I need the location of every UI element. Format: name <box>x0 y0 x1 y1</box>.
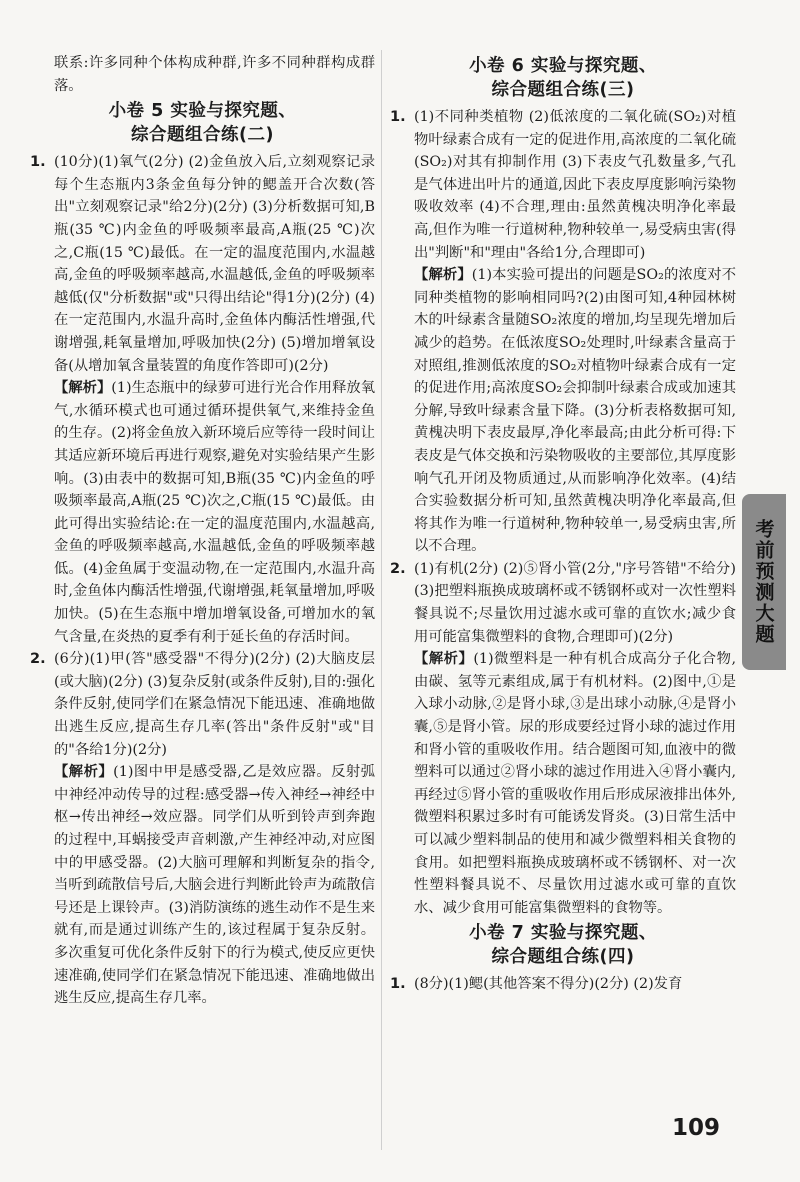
question-1-analysis <box>414 264 736 558</box>
analysis-text: (1)本实验可提出的问题是SO₂的浓度对不同种类植物的影响相同吗?(2)由图可知,4种园林树木的叶绿素含量随SO₂浓度的增加,均呈现先增加后减少的趋势。在低浓度SO₂处理时,叶绿素含量高于对照组,推测低浓度的SO₂对植物叶绿素合成有一定的促进作用;高浓度SO₂会抑制叶绿素合成或加速其分解,导致叶绿素含量下降。(3)分析表格数据可知,黄槐决明下表皮最厚,净化率最高;由此分析可得:下表皮是气体交换和污染物吸收的主要部位,其厚度影响气孔开闭及物质通过,从而影响净化效率。(4)结合实验数据分析可知,虽然黄槐决明净化率最高,但将其作为唯一行道树种,物种较单一,易受病虫害,所以不合理。 <box>414 267 737 555</box>
question-number: 2. <box>390 560 406 577</box>
column-divider <box>381 50 382 1150</box>
question-2-block <box>30 648 375 761</box>
section-title-7-line-1: 小卷 7 实验与探究题、 <box>469 923 657 944</box>
analysis-label: 【解析】 <box>414 651 474 668</box>
analysis-label: 【解析】 <box>54 380 112 397</box>
question-number: 2. <box>30 651 46 668</box>
intro-line: 联系:许多同种个体构成种群,许多不同种群构成群落。 <box>54 55 375 94</box>
question-2-answer: (6分)(1)甲(答"感受器"不得分)(2分) (2)大脑皮层(或大脑)(2分) (3)复杂反射(或条件反射),目的:强化条件反射,使同学们在紧急情况下能迅速、准确地做出逃生反应,提高生存几率(答出"条件反射"或"目的"各给1分)(2分) <box>54 651 375 758</box>
analysis-text: (1)图中甲是感受器,乙是效应器。反射弧中神经冲动传导的过程:感受器→传入神经→神经中枢→传出神经→效应器。同学们从听到铃声到奔跑的过程中,耳蜗接受声音刺激,产生神经冲动,对应图中的甲感受器。(2)大脑可理解和判断复杂的指令,当听到疏散信号后,大脑会进行判断此铃声为疏散信号还是上课铃声。(3)消防演练的逃生动作不是生来就有,而是通过训练产生的,该过程属于复杂反射。多次重复可优化条件反射下的行为模式,使反应更快速准确,使同学们在紧急情况下能迅速、准确地做出逃生反应,提高生存几率。 <box>54 764 376 1007</box>
question-1-answer: (8分)(1)鳃(其他答案不得分)(2分) (2)发育 <box>414 976 683 993</box>
left-column <box>30 52 375 1010</box>
question-2-answer: (1)有机(2分) (2)⑤肾小管(2分,"序号答错"不给分) (3)把塑料瓶换成玻璃杯或不锈钢杯或对一次性塑料餐具说不;尽量饮用过滤水或可靠的直饮水;减少食用可能富集微塑料的食物,合理即可)(2分) <box>414 560 736 645</box>
section-title-6-line-2: 综合题组合练(三) <box>491 80 635 100</box>
section-title-5-line-2: 综合题组合练(二) <box>131 125 274 146</box>
analysis-text: (1)生态瓶中的绿萝可进行光合作用释放氧气,水循环模式也可通过循环提供氧气,来维持金鱼的生存。(2)将金鱼放入新环境后应等待一段时间让其适应新环境后再进行观察,避免对实验结果产生影响。(3)由表中的数据可知,B瓶(35 ℃)内金鱼的呼吸频率最高,A瓶(25 ℃)次之,C瓶(15 ℃)最低。由此可得出实验结论:在一定的温度范围内,水温越高,金鱼的呼吸频率越高,水温越低,金鱼的呼吸频率越低。(4)金鱼属于变温动物,在一定范围内,水温升高时,金鱼体内酶活性增强,代谢增强,耗氧量增加,呼吸加快。(5)在生态瓶中增加增氧设备,可增加水的氧气含量,在炎热的夏季有利于延长鱼的存活时间。 <box>54 380 376 645</box>
question-number: 1. <box>30 154 46 171</box>
section-title-6 <box>390 54 736 102</box>
question-1-answer: (10分)(1)氧气(2分) (2)金鱼放入后,立刻观察记录每个生态瓶内3条金鱼每分钟的鳃盖开合次数(答出"立刻观察记录"给2分)(2分) (3)分析数据可知,B瓶(35 ℃)内金鱼的呼吸频率最高,A瓶(25 ℃)次之,C瓶(15 ℃)最低。在一定的温度范围内,水温越高,金鱼的呼吸频率越高,水温越低,金鱼的呼吸频率越低(仅"分析数据"或"只得出结论"得1分)(2分) (4)在一定范围内,水温升高时,金鱼体内酶活性增强,代谢增强,耗氧量增加,呼吸加快(2分) (5)增加增氧设备(从增加氧含量装置的角度作答即可)(2分) <box>54 154 375 374</box>
question-1-answer: (1)不同种类植物 (2)低浓度的二氧化硫(SO₂)对植物叶绿素合成有一定的促进作用,高浓度的二氧化硫(SO₂)对其有抑制作用 (3)下表皮气孔数量多,气孔是气体进出叶片的通道,因此下表皮厚度影响污染物吸收效率 (4)不合理,理由:虽然黄槐决明净化率最高,但作为唯一行道树种,物种较单一,易受病虫害(得出"判断"和"理由"各给1分,合理即可) <box>414 109 736 261</box>
right-column <box>390 52 736 996</box>
section-title-6-line-1: 小卷 6 实验与探究题、 <box>469 56 657 76</box>
question-2-analysis <box>54 761 375 1010</box>
analysis-label: 【解析】 <box>54 764 114 781</box>
section-title-7 <box>390 921 736 969</box>
section-title-5-line-1: 小卷 5 实验与探究题、 <box>108 101 297 122</box>
question-2-block <box>390 558 736 648</box>
question-1-analysis <box>54 377 375 648</box>
question-1-block-section-7 <box>390 973 736 996</box>
analysis-text: (1)微塑料是一种有机合成高分子化合物,由碳、氢等元素组成,属于有机材料。(2)图中,①是入球小动脉,②是肾小球,③是出球小动脉,④是肾小囊,⑤是肾小管。尿的形成要经过肾小球的滤过作用和肾小管的重吸收作用。结合题图可知,血液中的微塑料可以通过②肾小球的滤过作用进入④肾小囊内,再经过⑤肾小管的重吸收作用后形成尿液排出体外,微塑料积累过多时有可能诱发肾炎。(3)日常生活中可以减少塑料制品的使用和减少微塑料相关食物的食用。如把塑料瓶换成玻璃杯或不锈钢杯、对一次性塑料餐具说不、尽量饮用过滤水或可靠的直饮水、减少食用可能富集微塑料的食物等。 <box>414 651 737 916</box>
question-2-analysis <box>414 648 736 919</box>
analysis-label: 【解析】 <box>414 267 472 284</box>
section-title-5 <box>30 99 375 147</box>
question-1-block <box>390 106 736 264</box>
section-title-7-line-2: 综合题组合练(四) <box>491 947 635 968</box>
side-tab <box>742 494 786 670</box>
question-number: 1. <box>390 976 406 993</box>
question-1-block <box>30 151 375 377</box>
page-number: 109 <box>672 1115 721 1141</box>
question-number: 1. <box>390 109 406 125</box>
side-tab-label: 考前预测大题 <box>752 519 775 645</box>
